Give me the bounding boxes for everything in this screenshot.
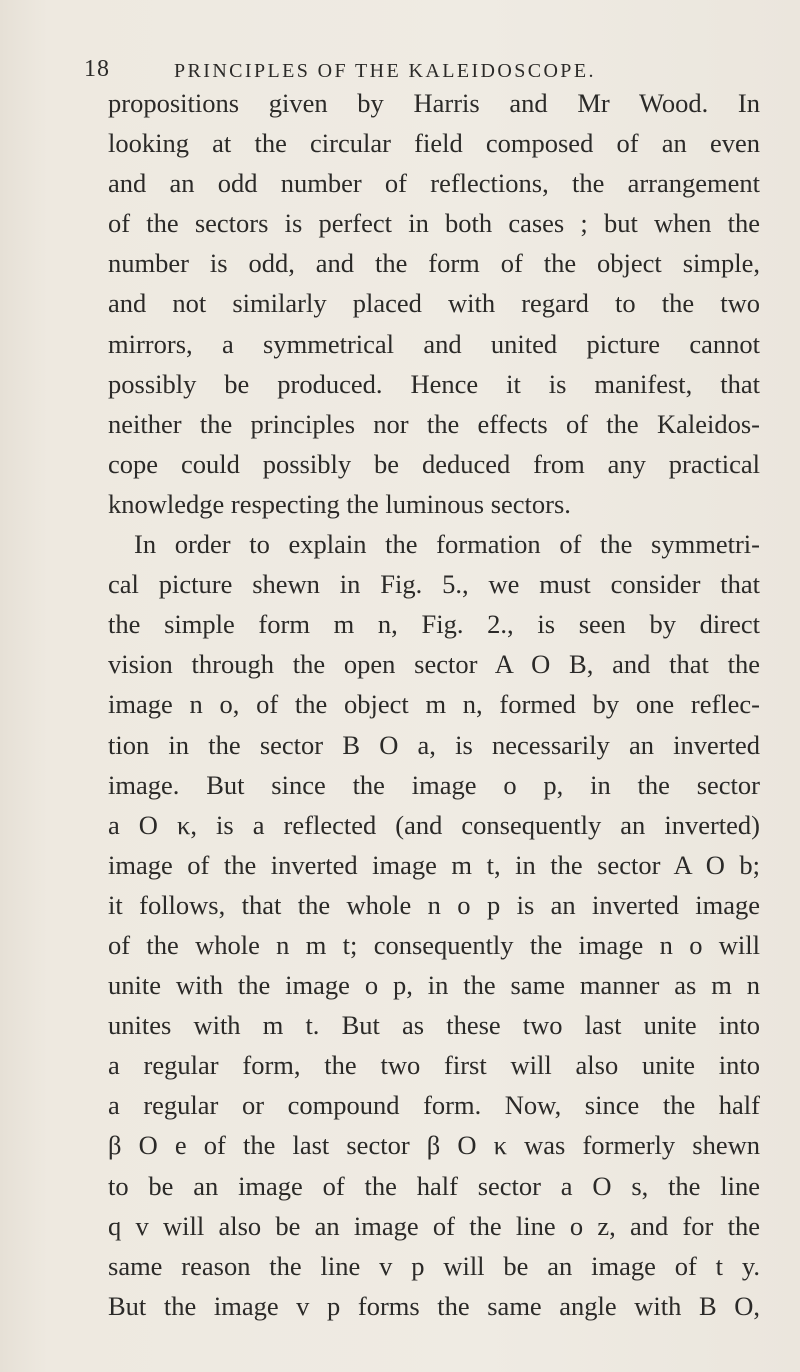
text-line: and not similarly placed with regard to the two <box>108 288 760 319</box>
text-line: a O κ, is a reflected (and consequently an inverted) <box>108 809 760 840</box>
text-line: vision through the open sector A O B, and that the <box>108 649 760 680</box>
text-line: image. But since the image o p, in the sector <box>108 769 760 800</box>
page-number: 18 <box>84 56 110 82</box>
text-line: and an odd number of reflections, the arrangement <box>108 168 760 199</box>
text-line: mirrors, a symmetrical and united picture cannot <box>108 328 760 359</box>
text-line: possibly be produced. Hence it is manifest, that <box>108 368 760 399</box>
text-line: same reason the line v p will be an image of t y. <box>108 1250 760 1281</box>
text-line: tion in the sector B O a, is necessarily an inverted <box>108 729 760 760</box>
text-line: looking at the circular field composed of an even <box>108 128 760 159</box>
running-title: PRINCIPLES OF THE KALEIDOSCOPE. <box>174 60 596 82</box>
text-line: knowledge respecting the luminous sectors. <box>108 488 571 519</box>
text-line: neither the principles nor the effects of the Kaleidos- <box>108 408 760 439</box>
text-line: to be an image of the half sector a O s, the line <box>108 1170 760 1201</box>
text-line: of the whole n m t; consequently the image n o will <box>108 929 760 960</box>
running-head <box>84 56 744 86</box>
text-line: unite with the image o p, in the same manner as m n <box>108 970 760 1001</box>
text-line: the simple form m n, Fig. 2., is seen by direct <box>108 609 760 640</box>
text-line: a regular or compound form. Now, since the half <box>108 1090 760 1121</box>
text-line: a regular form, the two first will also unite into <box>108 1050 760 1081</box>
text-line: propositions given by Harris and Mr Wood. In <box>108 88 760 118</box>
text-line: But the image v p forms the same angle with B O, <box>108 1290 760 1321</box>
text-line: number is odd, and the form of the object simple, <box>108 248 760 279</box>
text-line: unites with m t. But as these two last unite into <box>108 1010 760 1041</box>
text-line: image of the inverted image m t, in the sector A O b; <box>108 849 760 880</box>
body-text <box>108 83 760 1326</box>
text-line: q v will also be an image of the line o z, and for the <box>108 1210 760 1241</box>
text-line: it follows, that the whole n o p is an inverted image <box>108 889 760 920</box>
text-line: β O e of the last sector β O κ was formerly shewn <box>108 1130 760 1161</box>
text-line: cal picture shewn in Fig. 5., we must consider that <box>108 569 760 600</box>
text-line: cope could possibly be deduced from any practical <box>108 448 760 479</box>
text-line: of the sectors is perfect in both cases ; but when the <box>108 208 760 239</box>
text-line: In order to explain the formation of the symmetri- <box>134 529 760 560</box>
text-line: image n o, of the object m n, formed by one reflec- <box>108 689 760 720</box>
